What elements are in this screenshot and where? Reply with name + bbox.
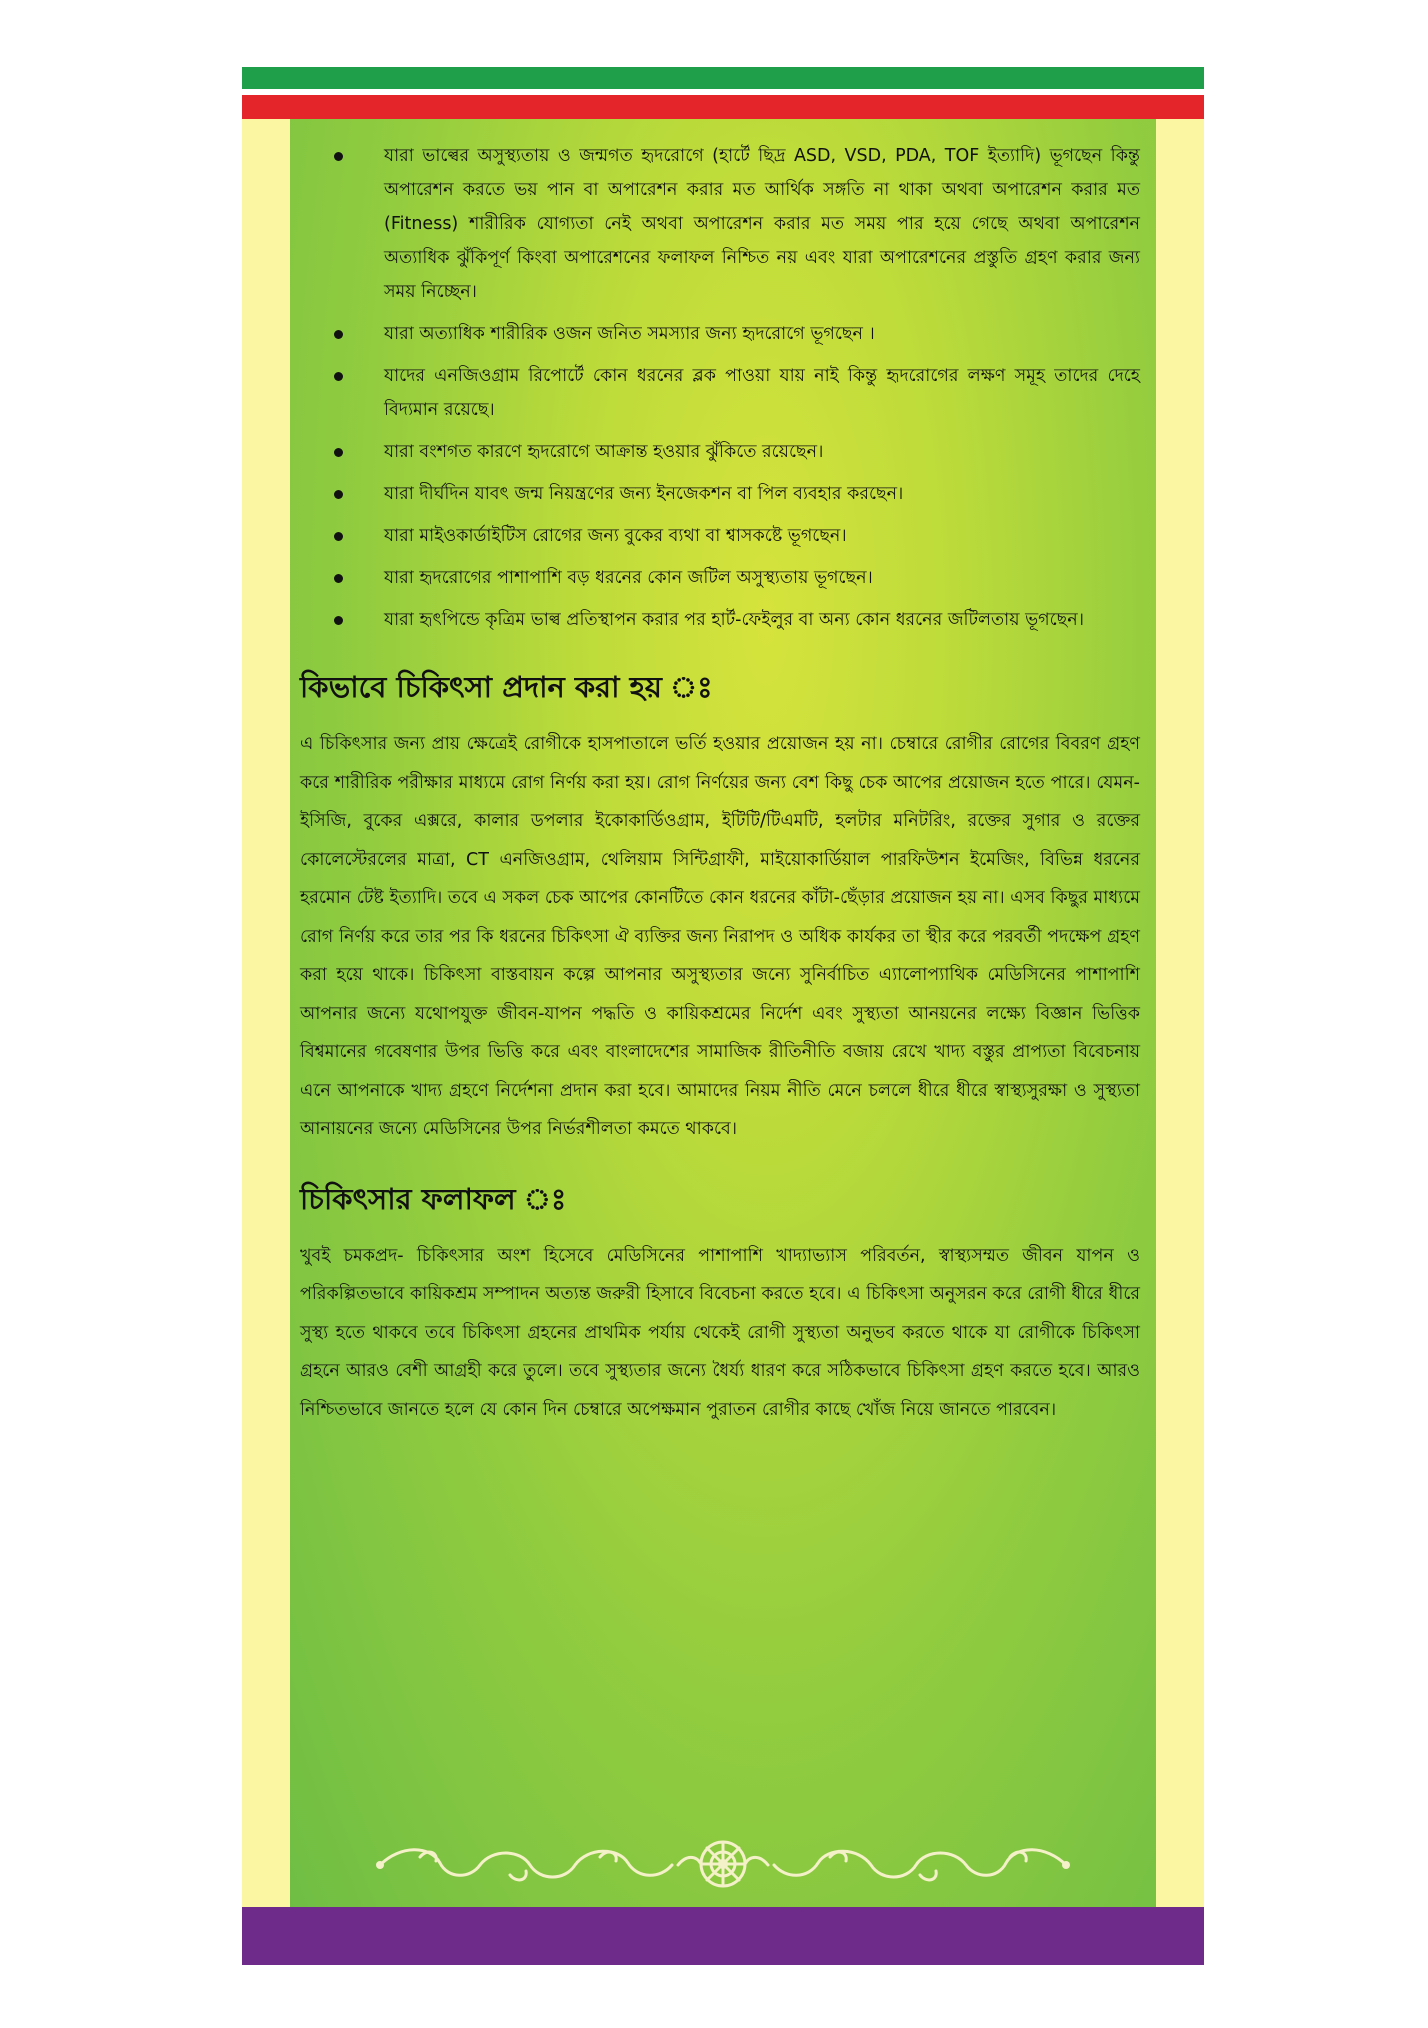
floral-divider-icon [360, 1835, 1086, 1893]
bullet-icon [334, 330, 343, 339]
list-item [300, 561, 1140, 595]
list-item [300, 603, 1140, 637]
content [300, 139, 1140, 1899]
list-item [300, 317, 1140, 351]
list-item-text: যারা বংশগত কারণে হৃদরোগে আক্রান্ত হওয়ার ঝুঁকিতে রয়েছেন। [384, 442, 824, 462]
list-item [300, 435, 1140, 469]
treatment-heading: কিভাবে চিকিৎসা প্রদান করা হয় ঃ [300, 670, 713, 704]
list-item-text: যারা হৃৎপিন্ডে কৃত্রিম ভাল্ব প্রতিস্থাপন করার পর হার্ট-ফেইলুর বা অন্য কোন ধরনের জটিলতায় ভূগছেন। [384, 610, 1084, 630]
list-item [300, 519, 1140, 553]
results-heading: চিকিৎসার ফলাফল ঃ [300, 1181, 567, 1216]
left-border [242, 119, 290, 1907]
list-item [300, 359, 1140, 427]
list-item [300, 477, 1140, 511]
list-item-text: যারা দীর্ঘদিন যাবৎ জন্ম নিয়ন্ত্রণের জন্য ইনজেকশন বা পিল ব্যবহার করছেন। [384, 484, 904, 504]
list-item-text: যারা ভাল্বের অসুস্থ্যতায় ও জন্মগত হৃদরোগে (হার্টে ছিদ্র ASD, VSD, PDA, TOF ইত্যাদি) ভূগছেন কিন্তু অপারেশন করতে ভয় পান বা অপারেশন করার মত আর্থিক সঙ্গতি না থাকা অথবা অপারেশন করার মত (Fitness) শারীরিক যোগ্যতা নেই অথবা অপারেশন করার মত সময় পার হয়ে গেছে অথবা অপারেশন অত্যাধিক ঝুঁকিপূর্ণ কিংবা অপারেশনের ফলাফল নিশ্চিত নয় এবং যারা অপারেশনের প্রস্তুতি গ্রহণ করার জন্য সময় নিচ্ছেন। [384, 146, 1140, 302]
bullet-icon [334, 490, 343, 499]
list-item [300, 139, 1140, 309]
top-stripe-green [242, 67, 1204, 89]
bullet-icon [334, 532, 343, 541]
bottom-bar [242, 1907, 1204, 1965]
list-item-text: যারা মাইওকার্ডাইটিস রোগের জন্য বুকের ব্যথা বা শ্বাসকষ্টে ভূগছেন। [384, 526, 847, 546]
list-item-text: যারা অত্যাধিক শারীরিক ওজন জনিত সমস্যার জন্য হৃদরোগে ভূগছেন । [384, 324, 875, 344]
bullet-icon [334, 372, 343, 381]
results-body: খুবই চমকপ্রদ- চিকিৎসার অংশ হিসেবে মেডিসিনের পাশাপাশি খাদ্যাভ্যাস পরিবর্তন, স্বাস্থ্যসম্মত জীবন যাপন ও পরিকল্পিতভাবে কায়িকশ্রম সম্পাদন অত্যন্ত জরুরী হিসাবে বিবেচনা করতে হবে। এ চিকিৎসা অনুসরন করে রোগী ধীরে ধীরে সুস্থ্য হতে থাকবে তবে চিকিৎসা গ্রহনের প্রাথমিক পর্যায় থেকেই রোগী সুস্থ্যতা অনুভব করতে থাকে যা রোগীকে চিকিৎসা গ্রহনে আরও বেশী আগ্রহী করে তুলে। তবে সুস্থ্যতার জন্যে ধৈর্য্য ধারণ করে সঠিকভাবে চিকিৎসা গ্রহণ করতে হবে। আরও নিশ্চিতভাবে জানতে হলে যে কোন দিন চেম্বারে অপেক্ষমান পুরাতন রোগীর কাছে খোঁজ নিয়ে জানতে পারবেন। [300, 1245, 1140, 1420]
treatment-body: এ চিকিৎসার জন্য প্রায় ক্ষেত্রেই রোগীকে হাসপাতালে ভর্তি হওয়ার প্রয়োজন হয় না। চেম্বারে রোগীর রোগের বিবরণ গ্রহণ করে শারীরিক পরীক্ষার মাধ্যমে রোগ নির্ণয় করা হয়। রোগ নির্ণয়ের জন্য বেশ কিছু চেক আপের প্রয়োজন হতে পারে। যেমন- ইসিজি, বুকের এক্সরে, কালার ডপলার ইকোকার্ডিওগ্রাম, ইটিটি/টিএমটি, হলটার মনিটরিং, রক্তের সুগার ও রক্তের কোলেস্টেরলের মাত্রা, CT এনজিওগ্রাম, থেলিয়াম সিন্টিগ্রাফী, মাইয়োকার্ডিয়াল পারফিউশন ইমেজিং, বিভিন্ন ধরনের হরমোন টেষ্ট ইত্যাদি। তবে এ সকল চেক আপের কোনটিতে কোন ধরনের কাঁটা-ছেঁড়ার প্রয়োজন হয় না। এসব কিছুর মাধ্যমে রোগ নির্ণয় করে তার পর কি ধরনের চিকিৎসা ঐ ব্যক্তির জন্য নিরাপদ ও অধিক কার্যকর তা স্থীর করে পরবর্তী পদক্ষেপ গ্রহণ করা হয়ে থাকে। চিকিৎসা বাস্তবায়ন কল্পে আপনার অসুস্থ্যতার জন্যে সুনির্বাচিত এ্যালোপ্যাথিক মেডিসিনের পাশাপাশি আপনার জন্যে যথোপযুক্ত জীবন-যাপন পদ্ধতি ও কায়িকশ্রমের নির্দেশ এবং সুস্থ্যতা আনয়নের লক্ষ্যে বিজ্ঞান ভিত্তিক বিশ্বমানের গবেষণার উপর ভিত্তি করে এবং বাংলাদেশের সামাজিক রীতিনীতি বজায় রেখে খাদ্য বস্তুর প্রাপ্যতা বিবেচনায় এনে আপনাকে খাদ্য গ্রহণে নির্দেশনা প্রদান করা হবে। আমাদের নিয়ম নীতি মেনে চললে ধীরে ধীরে স্বাস্থ্যসুরক্ষা ও সুস্থ্যতা আনায়নের জন্যে মেডিসিনের উপর নির্ভরশীলতা কমতে থাকবে। [300, 734, 1140, 1139]
top-stripe-red [242, 95, 1204, 119]
list-item-text: যাদের এনজিওগ্রাম রিপোর্টে কোন ধরনের ব্লক পাওয়া যায় নাই কিন্তু হৃদরোগের লক্ষণ সমূহ তাদের দেহে বিদ্যমান রয়েছে। [384, 366, 1140, 420]
list-item-text: যারা হৃদরোগের পাশাপাশি বড় ধরনের কোন জটিল অসুস্থ্যতায় ভূগছেন। [384, 568, 873, 588]
bullet-icon [334, 448, 343, 457]
bullet-icon [334, 616, 343, 625]
bullet-icon [334, 152, 343, 161]
eligibility-list [300, 139, 1140, 637]
right-border [1156, 119, 1204, 1907]
bullet-icon [334, 574, 343, 583]
leaflet-panel [242, 67, 1204, 1965]
